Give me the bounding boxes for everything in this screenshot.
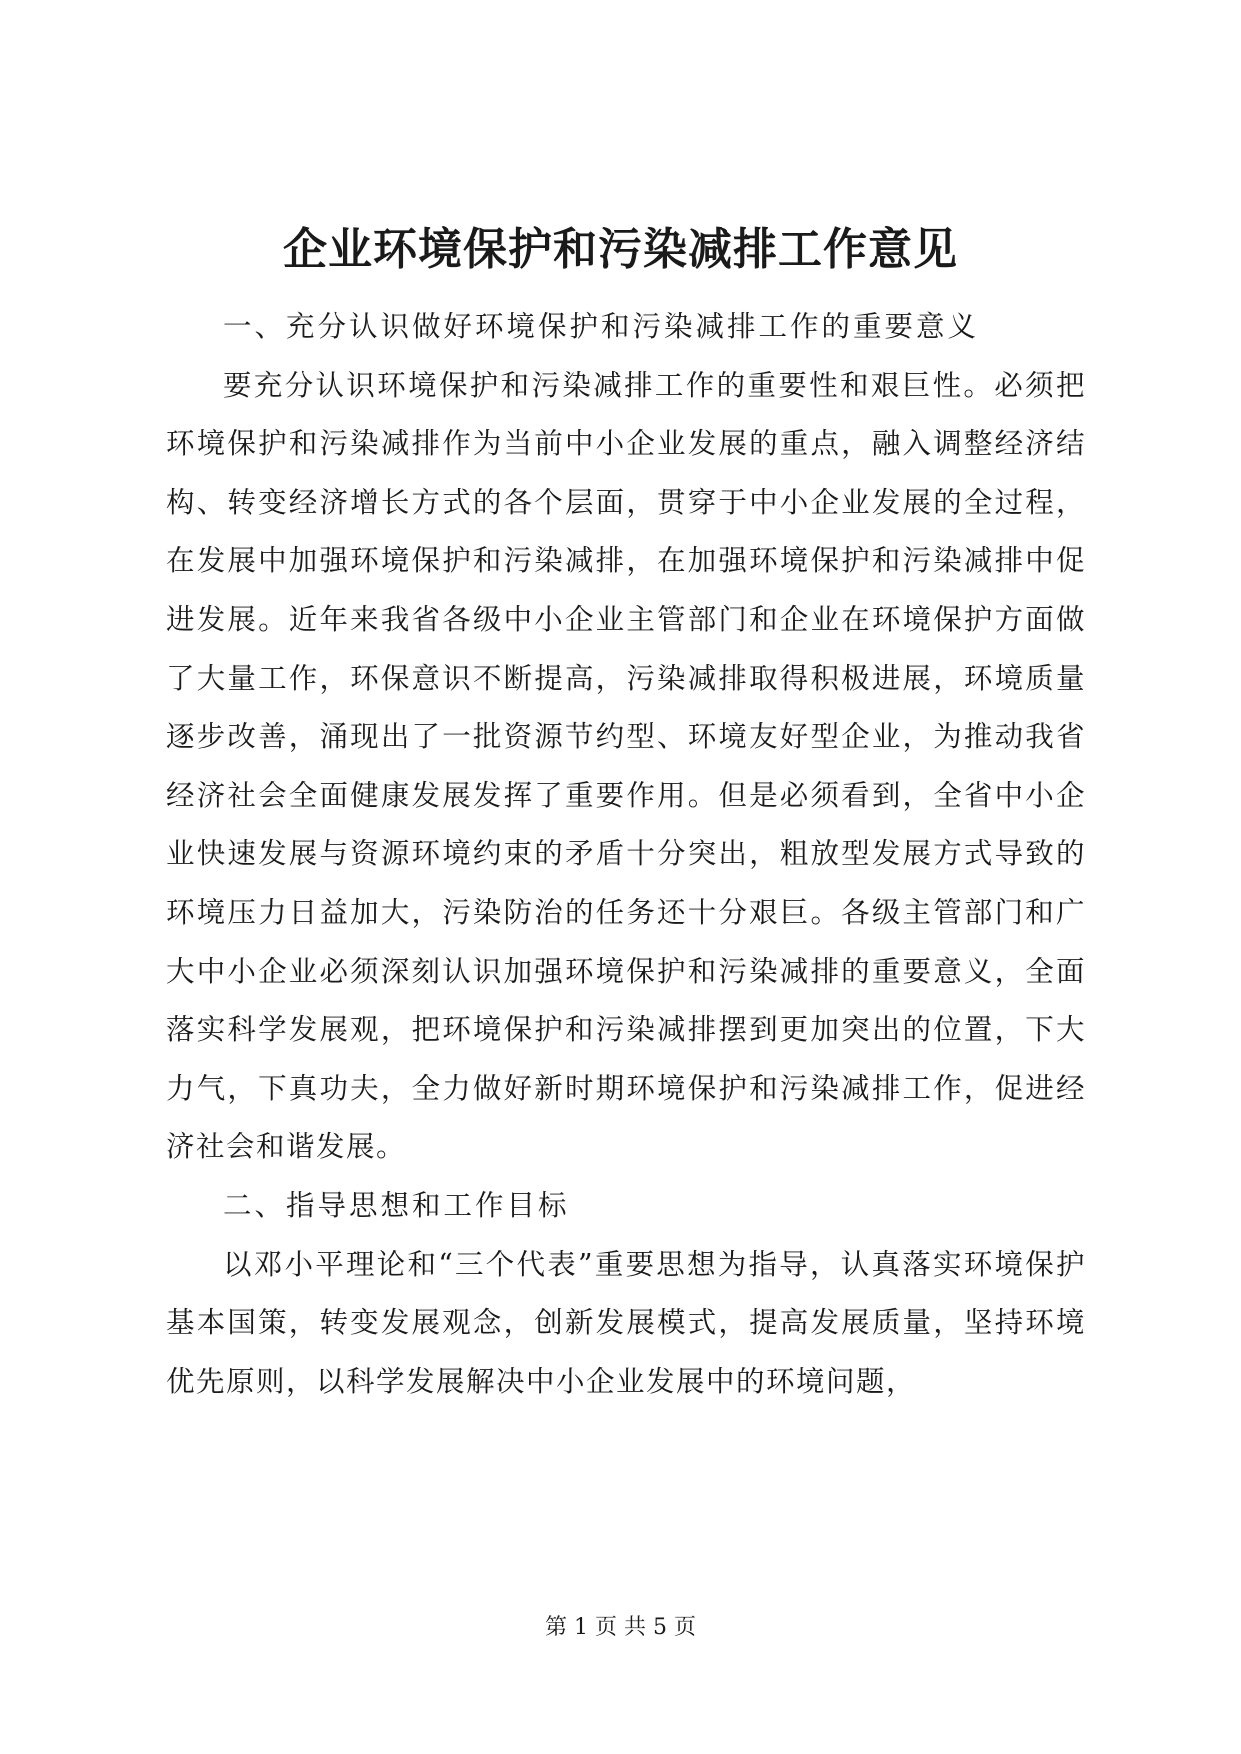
section-2-heading: 二、指导思想和工作目标 — [223, 1188, 570, 1222]
section-1-heading: 一、充分认识做好环境保护和污染减排工作的重要意义 — [223, 310, 980, 343]
document-body — [166, 298, 1086, 1411]
section-1-paragraph: 要充分认识环境保护和污染减排工作的重要性和艰巨性。必须把环境保护和污染减排作为当前中小企业发展的重点，融入调整经济结构、转变经济增长方式的各个层面，贯穿于中小企业发展的全过程，在发展中加强环境保护和污染减排，在加强环境保护和污染减排中促进发展。近年来我省各级中小企业主管部门和企业在环境保护方面做了大量工作，环保意识不断提高，污染减排取得积极进展，环境质量逐步改善，涌现出了一批资源节约型、环境友好型企业，为推动我省经济社会全面健康发展发挥了重要作用。但是必须看到，全省中小企业快速发展与资源环境约束的矛盾十分突出，粗放型发展方式导致的环境压力日益加大，污染防治的任务还十分艰巨。各级主管部门和广大中小企业必须深刻认识加强环境保护和污染减排的重要意义，全面落实科学发展观，把环境保护和污染减排摆到更加突出的位置，下大力气，下真功夫，全力做好新时期环境保护和污染减排工作，促进经济社会和谐发展。 — [166, 368, 1086, 1164]
document-title: 企业环境保护和污染减排工作意见 — [283, 224, 958, 275]
page-number-footer: 第 1 页 共 5 页 — [545, 1615, 696, 1640]
section-2-paragraph: 以邓小平理论和“三个代表”重要思想为指导，认真落实环境保护基本国策，转变发展观念，创新发展模式，提高发展质量，坚持环境优先原则，以科学发展解决中小企业发展中的环境问题， — [166, 1247, 1086, 1398]
